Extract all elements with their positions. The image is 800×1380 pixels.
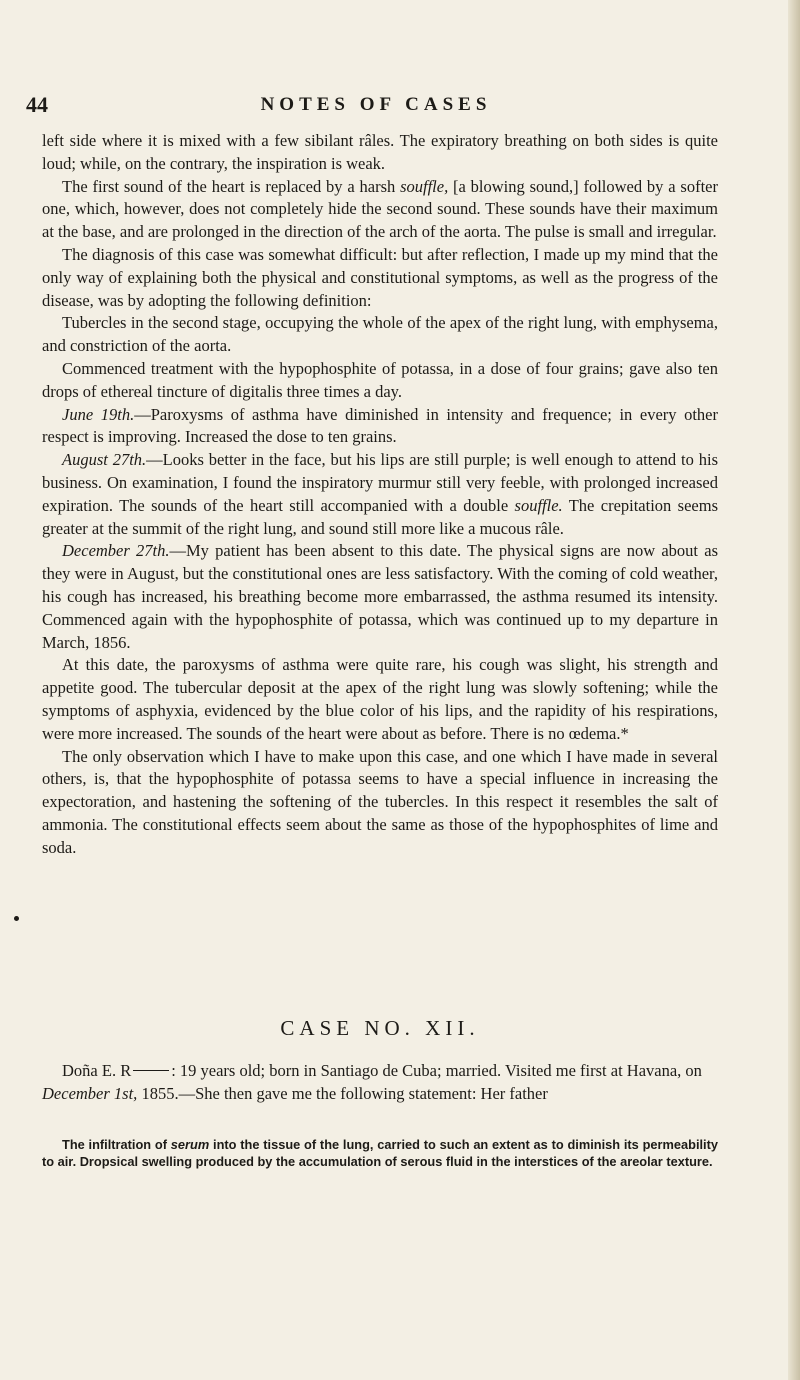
running-title: NOTES OF CASES <box>260 94 492 115</box>
case-heading: CASE NO. XII. <box>280 1016 480 1040</box>
paragraph: Doña E. R : 19 years old; born in Santiago de Cuba; married. Visited me first at Havana, on December 1st, 1855.—She then gave me the following statement: Her father <box>42 1061 702 1103</box>
margin-mark <box>14 916 19 921</box>
dated-entry: December 27th.—My patient has been absent to this date. The physical signs are now about as they were in August, but the constitutional ones are less satisfactory. With the coming of cold weather, his cough has increased, his breathing become more embarrassed, the asthma resumed its intensity. Commenced again with the hypophosphite of potassa, which was continued up to my departure in March, 1856. <box>42 541 718 652</box>
page-edge <box>788 0 800 1380</box>
paragraph: The diagnosis of this case was somewhat difficult: but after reflection, I made up my mind that the only way of explaining both the physical and constitutional symptoms, as well as the progress of the disease, was by adopting the following definition: <box>42 244 718 310</box>
dated-entry: August 27th.—Looks better in the face, but his lips are still purple; is well enough to attend to his business. On examination, I found the inspiratory murmur still very feeble, with prolonged increased expiration. The sounds of the heart still accompanied with a double souffle. The crepitation seems greater at the summit of the right lung, and sound still more like a mucous râle. <box>42 450 718 538</box>
name-dash <box>133 1070 169 1071</box>
page-header <box>26 92 726 122</box>
paragraph: At this date, the paroxysms of asthma were quite rare, his cough was slight, his strength and appetite good. The tubercular deposit at the apex of the right lung was slowly softening; while the symptoms of asphyxia, evidenced by the blue color of his lips, and the rapidity of his respirations, were more increased. The sounds of the heart were about as before. There is no œdema.* <box>42 655 718 743</box>
paragraph: left side where it is mixed with a few sibilant râles. The expiratory breathing on both sides is quite loud; while, on the contrary, the inspiration is weak. <box>42 131 718 173</box>
paragraph: The first sound of the heart is replaced by a harsh souffle, [a blowing sound,] followed by a softer one, which, however, does not completely hide the second sound. These sounds have their maximum at the base, and are prolonged in the direction of the arch of the aorta. The pulse is small and irregular. <box>42 176 718 242</box>
diagnosis-definition: Tubercles in the second stage, occupying the whole of the apex of the right lung, with emphysema, and constriction of the aorta. <box>42 313 718 356</box>
paragraph: The only observation which I have to make upon this case, and one which I have made in several others, is, that the hypophosphite of potassa seems to have a special influence in increasing the expectoration, and hastening the softening of the tubercles. In this respect it resembles the salt of ammonia. The constitutional effects seem about the same as those of the hypophosphites of lime and soda. <box>42 746 718 857</box>
paragraph: Commenced treatment with the hypophosphite of potassa, in a dose of four grains; gave also ten drops of ethereal tincture of digitalis three times a day. <box>42 358 718 401</box>
page-number: 44 <box>26 92 48 117</box>
case-text <box>42 1060 718 1106</box>
dated-entry: June 19th.—Paroxysms of asthma have diminished in intensity and frequence; in every other respect is improving. Increased the dose to ten grains. <box>42 404 718 447</box>
footnote-text: The infiltration of serum into the tissue of the lung, carried to such an extent as to diminish its permeability to air. Dropsical swelling produced by the accumulation of serous fluid in the interstices of the areolar texture. <box>42 1137 718 1169</box>
body-text <box>42 130 718 860</box>
footnote <box>42 1137 718 1171</box>
